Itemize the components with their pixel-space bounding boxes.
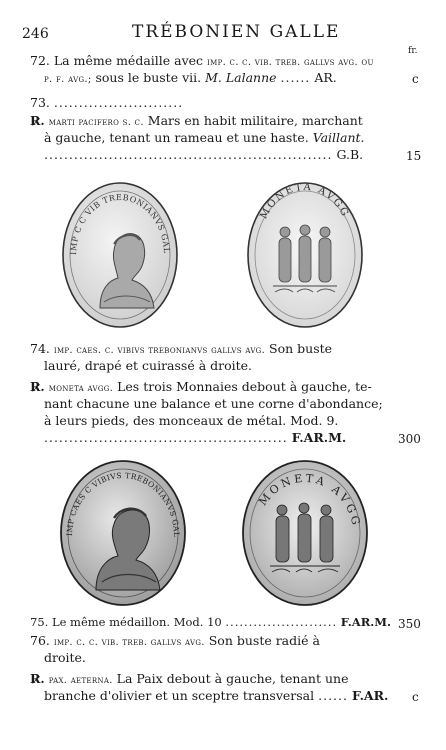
coin-obverse-1 — [60, 180, 180, 334]
entry-74-line5: à leurs pieds, des monceaux de métal. Mod. 9. — [44, 413, 339, 428]
entry-72-line2: p. f. avg.; sous le buste vii. M. Lalanne ...... AR. — [44, 70, 337, 85]
entry-text: La Paix debout à gauche, tenant une — [116, 671, 349, 686]
entry-76-line2: droite. — [44, 650, 86, 665]
coin-legend: IMP CAES C VIBIVS TREBONIANVS GAL — [64, 470, 182, 538]
entry-text: Le même médaillon. Mod. 10 — [51, 615, 222, 629]
entry-73-line0: 73. .......................... — [30, 95, 184, 110]
entry-text: Son buste — [269, 341, 333, 356]
entry-73-line3: .......................................................... G.B. — [44, 147, 364, 162]
entry-number: 76. — [30, 633, 50, 648]
price-76: c — [412, 690, 419, 704]
legend: marti pacifero s. c. — [48, 117, 144, 128]
legend: imp. caes. c. vibivs trebonianvs gallvs avg. — [53, 345, 266, 356]
coin-legend: MONETA AVGG — [258, 181, 351, 221]
price-74: 300 — [398, 432, 421, 446]
source-citation: M. Lalanne — [205, 70, 277, 85]
legend: p. f. avg.; — [44, 74, 92, 85]
entry-76-line4: branche d'olivier et un sceptre transversal ...... F.AR. — [44, 688, 389, 703]
currency-unit: fr. — [408, 46, 418, 56]
metal-type: AR. — [314, 70, 337, 85]
page-number: 246 — [22, 26, 49, 42]
entry-number: 74. — [30, 341, 50, 356]
legend: moneta avgg. — [48, 383, 114, 394]
entry-text: branche d'olivier et un sceptre transversal — [44, 688, 315, 703]
page-title: TRÉBONIEN GALLE — [132, 22, 341, 42]
metal-type: F.AR.M. — [291, 430, 347, 445]
entry-74-line4: nant chacune une balance et une corne d'abondance; — [44, 396, 383, 411]
entry-75-line1: 75. Le même médaillon. Mod. 10 ........................ F.AR.M. — [30, 615, 392, 629]
coin-reverse-1 — [245, 180, 365, 334]
coin-reverse-2 — [240, 458, 370, 612]
metal-type: F.AR. — [351, 688, 389, 703]
entry-74-line6: ................................................. F.AR.M. — [44, 430, 347, 445]
reverse-mark: R̷. — [30, 671, 45, 686]
entry-text: Son buste radié à — [208, 633, 320, 648]
metal-type: F.AR.M. — [340, 615, 392, 629]
entry-text: sous le buste vii. — [95, 70, 202, 85]
coin-obverse-2 — [58, 458, 188, 612]
price-73: 15 — [406, 149, 422, 163]
legend: pax. aeterna. — [48, 675, 113, 686]
entry-text: à gauche, tenant un rameau et une haste. — [44, 130, 309, 145]
source-citation: Vaillant. — [312, 130, 365, 145]
coin-legend: IMP C C VIB TREBONIANVS GAL — [68, 192, 172, 256]
legend: imp. c. c. vib. treb. gallvs avg. — [53, 637, 205, 648]
entry-text: La même médaille avec — [53, 53, 204, 68]
entry-number: 75. — [30, 615, 49, 629]
reverse-mark: R̷. — [30, 113, 45, 128]
entry-number: 72. — [30, 53, 50, 68]
entry-74-line2: lauré, drapé et cuirassé à droite. — [44, 358, 253, 373]
price-75: 350 — [398, 617, 421, 631]
price-72: c — [412, 72, 419, 86]
coin-legend: MONETA AVGG — [256, 471, 364, 529]
entry-text: Les trois Monnaies debout à gauche, te- — [117, 379, 372, 394]
entry-73-line2 — [44, 129, 365, 146]
metal-type: G.B. — [336, 147, 364, 162]
entry-number: 73. — [30, 95, 50, 110]
legend: imp. c. c. vib. treb. gallvs avg. ou — [207, 57, 374, 68]
entry-text: Mars en habit militaire, marchant — [147, 113, 363, 128]
reverse-mark: R̷. — [30, 379, 45, 394]
